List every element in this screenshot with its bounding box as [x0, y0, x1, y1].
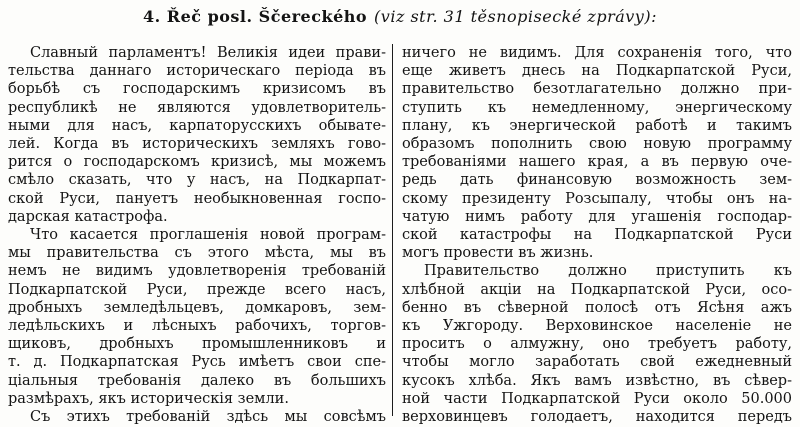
text-line: требованіями нашего края, а въ первую оче- [402, 154, 792, 171]
text-line: верховинцевъ голодаетъ, находится передъ [402, 409, 792, 426]
heading-title: 4. Řeč posl. Ščereckého [143, 7, 368, 26]
heading-reference: (viz str. 31 těsnopisecké zprávy): [374, 7, 657, 26]
text-line: ской Руси, пануетъ необыкновенная госпо- [8, 190, 386, 207]
text-line: Съ этихъ требованій здѣсь мы совсѣмъ [30, 409, 386, 426]
text-line: ступить къ немедленному, энергическому [402, 99, 792, 116]
text-line: чтобы могло заработать свой ежедневный [402, 354, 792, 371]
text-line: кусокъ хлѣба. Якъ вамъ извѣстно, въ сѣвер- [402, 372, 792, 389]
text-line: ской катастрофы на Подкарпатской Руси [402, 227, 792, 244]
text-line: къ Ужгороду. Верховинское населеніе не [402, 318, 792, 335]
text-line: Славный парламентъ! Великія идеи прави- [30, 45, 386, 61]
text-line: редь дать финансовую возможность зем- [402, 172, 792, 189]
text-line: лей. Когда въ историческихъ земляхъ гово- [8, 136, 386, 153]
paragraph-2 [8, 226, 386, 408]
text-line: ледѣльскихъ и лѣсныхъ рабочихъ, торгов- [8, 318, 386, 335]
text-line: проситъ о алмужну, оно требуетъ работу, [402, 336, 792, 353]
text-line: немъ не видимъ удовлетворенія требованій [8, 263, 386, 280]
paragraph-1 [8, 44, 386, 226]
text-line: бенно въ сѣверной полосѣ отъ Ясѣня ажъ [402, 299, 792, 316]
text-line: чатую нимъ работу для угашенія господар- [402, 208, 792, 225]
text-line: смѣло сказать, что у насъ, на Подкарпат- [8, 172, 386, 189]
left-column [8, 44, 386, 426]
text-line: дробныхъ земледѣльцевъ, домкаровъ, зем- [8, 299, 386, 316]
two-column-text [0, 44, 800, 426]
text-line: щиковъ, дробныхъ промышленниковъ и [8, 336, 386, 353]
text-line: ціальныя требованія далеко въ большихъ [8, 372, 386, 389]
text-line: тельства даннаго историческаго періода въ [8, 63, 386, 80]
text-line: т. д. Подкарпатская Русь имѣетъ свои спе- [8, 354, 386, 371]
text-line: Что касается проглашенія новой програм- [30, 227, 386, 244]
text-line: скому президенту Розсыпалу, чтобы онъ на- [402, 190, 792, 207]
text-line: рится о господарскомъ кризисѣ, мы можемъ [8, 154, 386, 171]
text-line: размѣрахъ, якъ историческія земли. [8, 390, 289, 407]
paragraph-3-continued [402, 44, 792, 262]
text-line: борьбѣ съ господарскимъ кризисомъ въ [8, 81, 386, 98]
text-line: ными для насъ, карпаторусскихъ обывате- [8, 117, 386, 134]
text-line: ной части Подкарпатской Руси около 50.000 [402, 390, 792, 407]
text-line: правительство безотлагательно должно при- [402, 81, 792, 98]
text-line: еще живетъ днесь на Подкарпатской Руси, [402, 63, 792, 80]
text-line: ничего не видимъ. Для сохраненія того, что [402, 45, 792, 61]
text-line: Правительство должно приступить къ [424, 263, 792, 280]
text-line: могъ провести въ жизнь. [402, 245, 594, 262]
text-line: республикѣ не являются удовлетворитель- [8, 99, 386, 116]
paragraph-4 [402, 262, 792, 426]
article-heading [0, 7, 800, 26]
text-line: Подкарпатской Руси, прежде всего насъ, [8, 281, 386, 298]
right-column [402, 44, 792, 426]
text-line: хлѣбной акціи на Подкарпатской Руси, осо- [402, 281, 792, 298]
text-line: мы правительства съ этого мѣста, мы въ [8, 245, 386, 262]
text-line: дарская катастрофа. [8, 208, 168, 225]
text-line: плану, къ энергической работѣ и такимъ [402, 117, 792, 134]
text-line: образомъ пополнить свою новую программу [402, 136, 792, 153]
column-divider-rule [392, 44, 393, 416]
paragraph-3 [8, 408, 386, 426]
